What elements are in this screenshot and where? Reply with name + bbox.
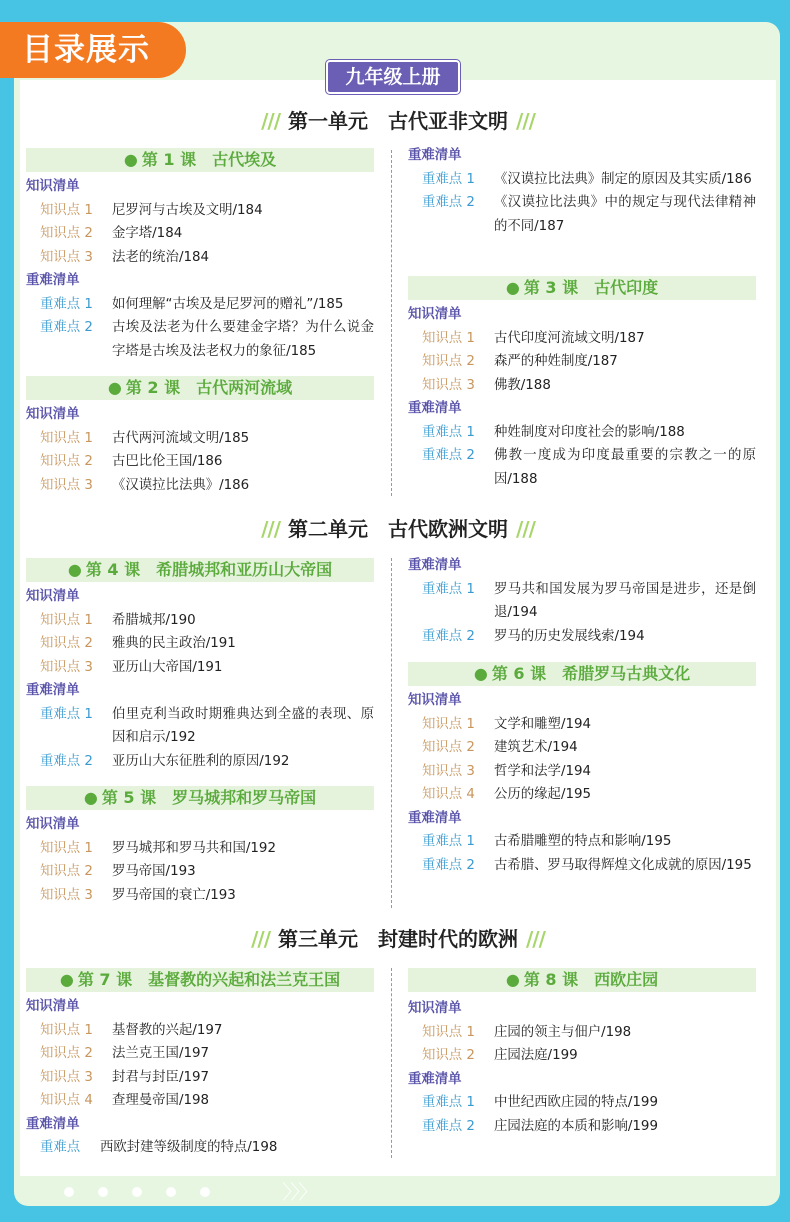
list-item [408,760,756,784]
list-item [408,736,756,760]
list-item [408,578,756,625]
item-label: 知识点 1 [40,202,93,218]
item-label: 重难点 1 [422,171,475,187]
item-label: 重难点 2 [40,320,93,335]
item-label: 知识点 2 [40,1046,93,1061]
list-item [408,1115,756,1139]
lesson-heading: ● 第 7 课 基督教的兴起和法兰克王国 [26,968,374,992]
list-item [408,421,756,445]
list-item [26,1136,374,1160]
item-label: 重难点 1 [40,706,93,722]
list-item [26,656,374,680]
section-heading: 知识清单 [26,407,80,422]
dot-icon [200,1187,210,1197]
slash-decoration-icon: /// [261,109,280,133]
item-text: 罗马的历史发展线索/194 [494,628,645,644]
decorative-dots [64,1182,234,1201]
section-heading: 知识清单 [408,1001,462,1016]
item-label: 重难点 2 [422,1118,475,1134]
item-label: 知识点 3 [40,249,93,265]
lesson-block [26,175,374,363]
list-item [408,830,756,854]
item-label: 知识点 2 [422,354,475,369]
item-text: 古代印度河流域文明/187 [494,330,645,346]
item-label: 知识点 3 [40,477,93,493]
item-label: 知识点 1 [40,840,93,856]
list-item [26,860,374,884]
list-item [26,1089,374,1113]
list-item [26,1042,374,1066]
list-item [408,444,756,491]
lesson-block [408,689,756,877]
item-label: 知识点 4 [422,787,475,802]
item-label: 重难点 1 [422,581,475,597]
dot-icon [64,1187,74,1197]
item-text: 古希腊雕塑的特点和影响/195 [494,834,672,849]
list-item [408,783,756,807]
section-heading: 知识清单 [408,307,462,322]
item-label: 知识点 1 [40,430,93,446]
section-heading: 重难清单 [26,1116,80,1132]
section-heading: 知识清单 [26,999,80,1014]
item-text: 亚历山大帝国/191 [112,659,223,675]
item-label: 知识点 3 [422,763,475,779]
item-label: 知识点 3 [40,1069,93,1085]
slash-decoration-icon: /// [516,517,535,541]
item-text: 种姓制度对印度社会的影响/188 [494,424,685,440]
unit-title: /// 第一单元 古代亚非文明 /// [261,109,535,133]
item-label: 重难点 2 [422,628,475,644]
item-text: 哲学和法学/194 [494,763,592,779]
item-text: 古代两河流域文明/185 [112,430,250,446]
slash-decoration-icon: /// [516,109,535,133]
item-label: 重难点 1 [40,296,93,312]
item-label: 知识点 3 [40,659,93,675]
item-text: 罗马帝国/193 [112,864,196,879]
item-text: 罗马帝国的衰亡/193 [112,887,236,903]
lesson-heading: ● 第 8 课 西欧庄园 [408,968,756,992]
dot-icon [166,1187,176,1197]
item-label: 重难点 [40,1140,81,1155]
section-heading: 重难清单 [26,683,80,698]
page-title: 目录展示 [0,22,186,78]
item-text: 庄园法庭的本质和影响/199 [494,1118,658,1134]
unit-title: /// 第三单元 封建时代的欧洲 /// [251,927,545,951]
item-text: 公历的缘起/195 [494,787,592,802]
item-text: 《汉谟拉比法典》中的规定与现代法律精神的不同/187 [494,195,756,234]
item-text: 古希腊、罗马取得辉煌文化成就的原因/195 [494,857,752,873]
lesson-block [408,144,756,238]
lesson-block [26,585,374,773]
column-divider [391,558,392,908]
item-label: 知识点 1 [422,1024,475,1040]
item-text: 中世纪西欧庄园的特点/199 [494,1095,658,1110]
item-label: 重难点 2 [40,753,93,769]
section-heading: 知识清单 [408,693,462,708]
section-heading: 重难清单 [408,401,462,416]
item-text: 雅典的民主政治/191 [112,636,236,651]
section-heading: 知识清单 [26,179,80,194]
list-item [26,609,374,633]
bullet-dot-icon: ● [473,664,488,683]
chevron-right-icon: 〉〉〉 [282,1180,316,1204]
lesson-heading: ● 第 4 课 希腊城邦和亚历山大帝国 [26,558,374,582]
item-label: 重难点 1 [422,1095,475,1110]
bullet-dot-icon: ● [59,970,74,989]
item-label: 知识点 2 [422,740,475,755]
item-text: 希腊城邦/190 [112,612,196,628]
slash-decoration-icon: /// [261,517,280,541]
item-label: 重难点 1 [422,834,475,849]
dot-icon [132,1187,142,1197]
bullet-dot-icon: ● [505,278,520,297]
lesson-block [26,995,374,1160]
list-item [26,1019,374,1043]
lesson-block [26,403,374,497]
item-label: 重难点 1 [422,424,475,440]
section-heading: 重难清单 [408,1071,462,1087]
list-item [26,837,374,861]
dot-icon [98,1187,108,1197]
section-heading: 重难清单 [408,148,462,163]
item-text: 基督教的兴起/197 [112,1022,223,1038]
lesson-block [26,813,374,907]
lesson-block [408,303,756,491]
item-text: 佛教一度成为印度最重要的宗教之一的原因/188 [494,448,756,487]
list-item [26,884,374,908]
list-item [26,1066,374,1090]
list-item [26,316,374,363]
slash-decoration-icon: /// [526,927,545,951]
section-heading: 重难清单 [408,558,462,573]
bullet-dot-icon: ● [123,150,138,169]
item-label: 知识点 1 [40,612,93,628]
list-item [408,713,756,737]
list-item [26,450,374,474]
lesson-heading: ● 第 1 课 古代埃及 [26,148,374,172]
list-item [408,374,756,398]
item-label: 知识点 1 [40,1022,93,1038]
slash-decoration-icon: /// [251,927,270,951]
item-text: 佛教/188 [494,377,551,393]
lesson-block [408,997,756,1138]
item-label: 重难点 2 [422,448,475,463]
lesson-heading: ● 第 6 课 希腊罗马古典文化 [408,662,756,686]
list-item [26,293,374,317]
lesson-block [408,554,756,648]
item-text: 金字塔/184 [112,226,183,241]
item-text: 《汉谟拉比法典》/186 [112,477,250,493]
item-text: 古埃及法老为什么要建金字塔？为什么说金字塔是古埃及法老权力的象征/185 [112,320,374,359]
list-item [26,632,374,656]
item-label: 重难点 2 [422,195,475,210]
item-label: 知识点 4 [40,1093,93,1108]
list-item [26,246,374,270]
item-text: 如何理解“古埃及是尼罗河的赠礼”/185 [112,296,344,312]
list-item [408,1044,756,1068]
list-item [26,703,374,750]
list-item [26,474,374,498]
item-text: 古巴比伦王国/186 [112,454,223,469]
list-item [408,168,756,192]
item-label: 知识点 2 [422,1048,475,1063]
bullet-dot-icon: ● [107,378,122,397]
item-text: 法兰克王国/197 [112,1046,210,1061]
item-label: 重难点 2 [422,857,475,873]
bullet-dot-icon: ● [505,970,520,989]
list-item [408,350,756,374]
unit-title: /// 第二单元 古代欧洲文明 /// [261,517,535,541]
list-item [26,427,374,451]
item-label: 知识点 3 [40,887,93,903]
bullet-dot-icon: ● [67,560,82,579]
section-heading: 知识清单 [26,817,80,832]
item-label: 知识点 2 [40,636,93,651]
section-heading: 重难清单 [26,273,80,288]
item-text: 庄园法庭/199 [494,1048,578,1063]
column-divider [391,968,392,1158]
lesson-heading: ● 第 3 课 古代印度 [408,276,756,300]
item-text: 文学和雕塑/194 [494,716,592,732]
item-text: 伯里克利当政时期雅典达到全盛的表现、原因和启示/192 [112,706,374,745]
item-text: 罗马城邦和罗马共和国/192 [112,840,276,856]
lesson-heading: ● 第 2 课 古代两河流域 [26,376,374,400]
bullet-dot-icon: ● [83,788,98,807]
item-label: 知识点 3 [422,377,475,393]
item-label: 知识点 1 [422,716,475,732]
item-text: 西欧封建等级制度的特点/198 [100,1140,278,1155]
list-item [408,191,756,238]
list-item [26,222,374,246]
list-item [408,625,756,649]
list-item [408,1091,756,1115]
item-label: 知识点 2 [40,454,93,469]
list-item [408,327,756,351]
list-item [26,750,374,774]
section-heading: 知识清单 [26,589,80,604]
section-heading: 重难清单 [408,810,462,826]
item-label: 知识点 1 [422,330,475,346]
list-item [26,199,374,223]
item-text: 罗马共和国发展为罗马帝国是进步，还是倒退/194 [494,581,756,620]
item-text: 法老的统治/184 [112,249,210,265]
list-item [408,854,756,878]
list-item [408,1021,756,1045]
item-text: 查理曼帝国/198 [112,1093,210,1108]
item-text: 亚历山大东征胜利的原因/192 [112,753,290,769]
lesson-heading: ● 第 5 课 罗马城邦和罗马帝国 [26,786,374,810]
item-text: 庄园的领主与佃户/198 [494,1024,632,1040]
item-text: 封君与封臣/197 [112,1069,210,1085]
item-text: 建筑艺术/194 [494,740,578,755]
item-text: 《汉谟拉比法典》制定的原因及其实质/186 [494,171,752,187]
column-divider [391,150,392,496]
item-label: 知识点 2 [40,226,93,241]
item-text: 森严的种姓制度/187 [494,354,618,369]
item-text: 尼罗河与古埃及文明/184 [112,202,263,218]
grade-tag: 九年级上册 [326,60,460,94]
item-label: 知识点 2 [40,864,93,879]
